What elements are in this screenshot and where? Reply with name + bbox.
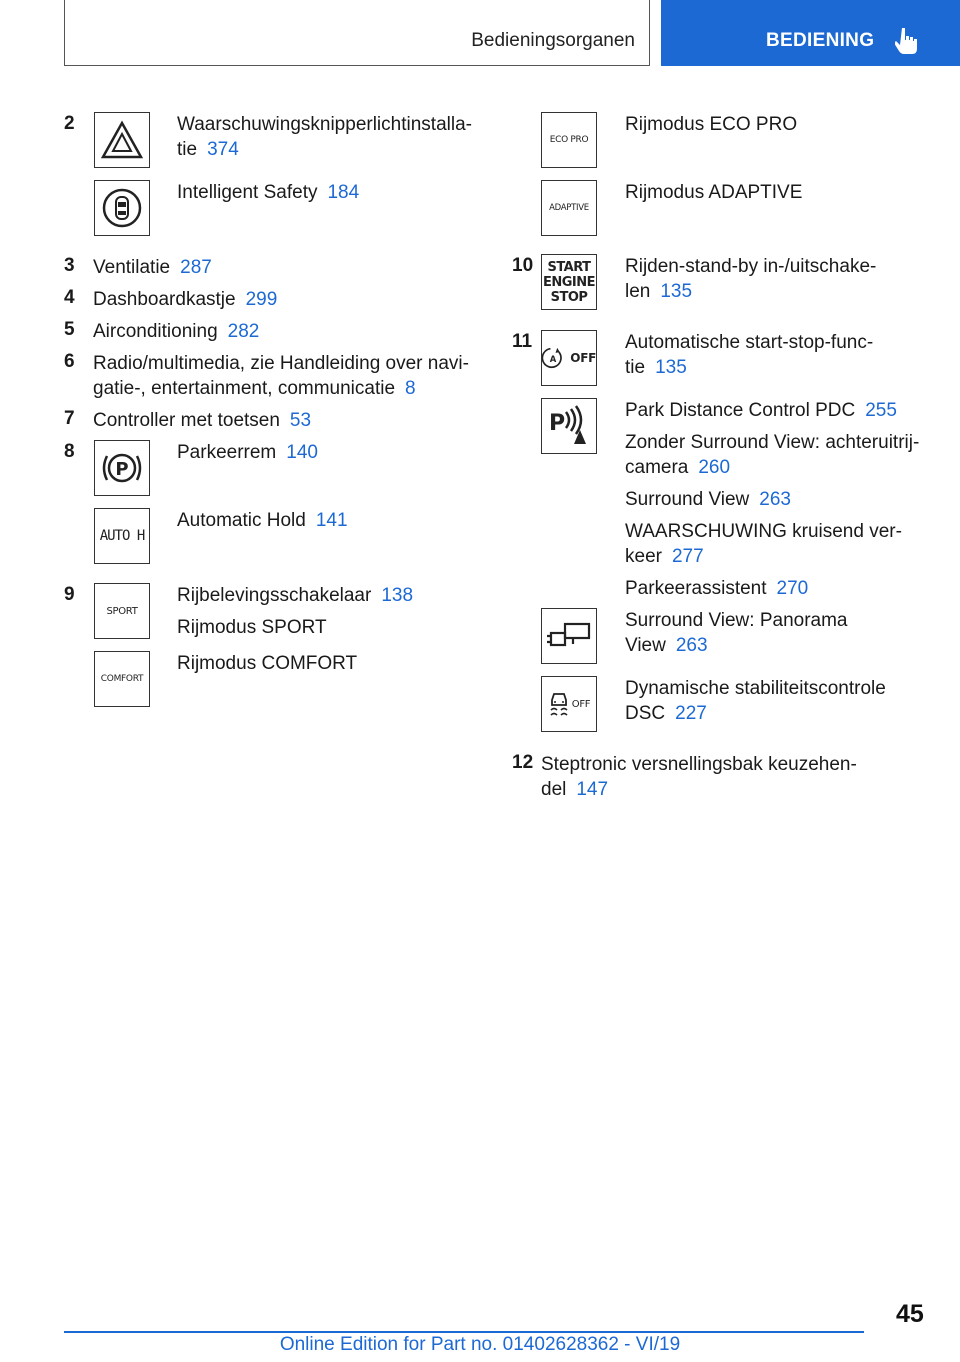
item-number-10: 10 (512, 255, 534, 276)
page-ref-link[interactable]: 135 (655, 357, 687, 378)
page-ref-link[interactable]: 140 (286, 442, 318, 463)
item-7-text: Controller met toetsen 53 (93, 410, 312, 431)
item-number-4: 4 (64, 287, 75, 308)
item-8-parking-text: Parkeerrem 140 (177, 442, 318, 463)
page-ref-link[interactable]: 184 (327, 182, 360, 203)
hand-pointer-icon (895, 26, 919, 54)
item-number-6: 6 (64, 351, 75, 372)
page-ref-link[interactable]: 263 (675, 635, 708, 656)
footer-edition-text: Online Edition for Part no. 01402628362 - VI/19 (279, 1334, 681, 1355)
page-ref-link[interactable]: 227 (675, 703, 707, 724)
page-ref-link[interactable]: 255 (865, 400, 897, 421)
item-6-text: Radio/multimedia, zie Handleiding over navi- gatie-, entertainment, communicatie 8 (93, 353, 469, 399)
page-ref-link[interactable]: 277 (671, 546, 704, 567)
item-8-autohold-text: Automatic Hold 141 (177, 510, 348, 531)
page-ref-link[interactable]: 263 (759, 489, 791, 510)
pdc-text-block: Park Distance Control PDC 255 Zonder Surround View: achteruitrij- camera 260 Surround View 263 WAARSCHUWING kruisend ver- keer 277 Parkeerassistent 270 (625, 400, 920, 599)
adaptive-icon: ADAPTIVE (541, 180, 597, 236)
svg-text:P: P (549, 411, 566, 436)
panorama-text: Surround View: Panorama View 263 (625, 610, 848, 656)
item-number-9: 9 (64, 584, 75, 605)
eco-pro-icon: ECO PRO (541, 112, 597, 168)
page-ref-link[interactable]: 8 (405, 378, 416, 399)
page-ref-link[interactable]: 138 (381, 585, 414, 606)
item-4-text: Dashboardkastje 299 (93, 289, 278, 310)
header-section-title: Bedieningsorganen (471, 30, 635, 51)
page-ref-link[interactable]: 374 (207, 139, 239, 160)
page-ref-link[interactable]: 270 (776, 578, 809, 599)
svg-text:A: A (549, 354, 557, 365)
intelligent-safety-icon (94, 180, 150, 236)
page-number: 45 (896, 1300, 924, 1328)
page-ref-link[interactable]: 147 (576, 779, 609, 800)
item-number-11: 11 (512, 331, 533, 352)
comfort-icon: COMFORT (94, 651, 150, 707)
page-ref-link[interactable]: 287 (180, 257, 212, 278)
item-3-text: Ventilatie 287 (93, 257, 212, 278)
page-ref-link[interactable]: 260 (698, 457, 731, 478)
header-chapter-title: BEDIENING (766, 30, 875, 51)
item-9-sport-text: Rijbelevingsschakelaar 138 Rijmodus SPORT (177, 585, 414, 638)
eco-pro-text: Rijmodus ECO PRO (625, 114, 798, 135)
dsc-off-icon: OFF (541, 676, 597, 732)
parking-brake-icon (94, 440, 150, 496)
panorama-view-icon (541, 608, 597, 664)
item-2-safety-text: Intelligent Safety 184 (177, 182, 360, 203)
item-10-text: Rijden-stand-by in-/uitschake- len 135 (625, 256, 877, 302)
footer-divider (64, 1331, 864, 1333)
page-ref-link[interactable]: 299 (245, 289, 278, 310)
header-chapter-tab[interactable] (661, 0, 960, 66)
sport-icon: SPORT (94, 583, 150, 639)
page-ref-link[interactable]: 53 (289, 410, 312, 431)
item-9-comfort-text: Rijmodus COMFORT (177, 653, 358, 674)
park-distance-control-icon (541, 398, 597, 454)
item-12-text: Steptronic versnellingsbak keuzehen- del 147 (541, 754, 857, 800)
svg-text:P: P (115, 459, 129, 480)
item-number-2: 2 (64, 113, 75, 134)
item-number-5: 5 (64, 319, 75, 340)
item-number-12: 12 (512, 752, 534, 773)
start-stop-engine-icon: START ENGINE STOP (541, 254, 597, 310)
item-5-text: Airconditioning 282 (93, 321, 260, 342)
header-section-box (64, 0, 650, 66)
page-ref-link[interactable]: 135 (660, 281, 693, 302)
hazard-triangle-icon (94, 112, 150, 168)
item-2-hazard-text: Waarschuwingsknipperlichtinstalla- tie 374 (177, 114, 472, 160)
auto-hold-icon: AUTO H (94, 508, 150, 564)
page-ref-link[interactable]: 282 (227, 321, 260, 342)
item-11-text: Automatische start-stop-func- tie 135 (625, 332, 874, 378)
item-number-3: 3 (64, 255, 75, 276)
item-number-8: 8 (64, 441, 75, 462)
adaptive-text: Rijmodus ADAPTIVE (625, 182, 803, 203)
item-number-7: 7 (64, 408, 75, 429)
auto-start-stop-off-icon: A OFF (541, 330, 597, 386)
page-ref-link[interactable]: 141 (315, 510, 348, 531)
dsc-text: Dynamische stabiliteitscontrole DSC 227 (625, 678, 886, 724)
